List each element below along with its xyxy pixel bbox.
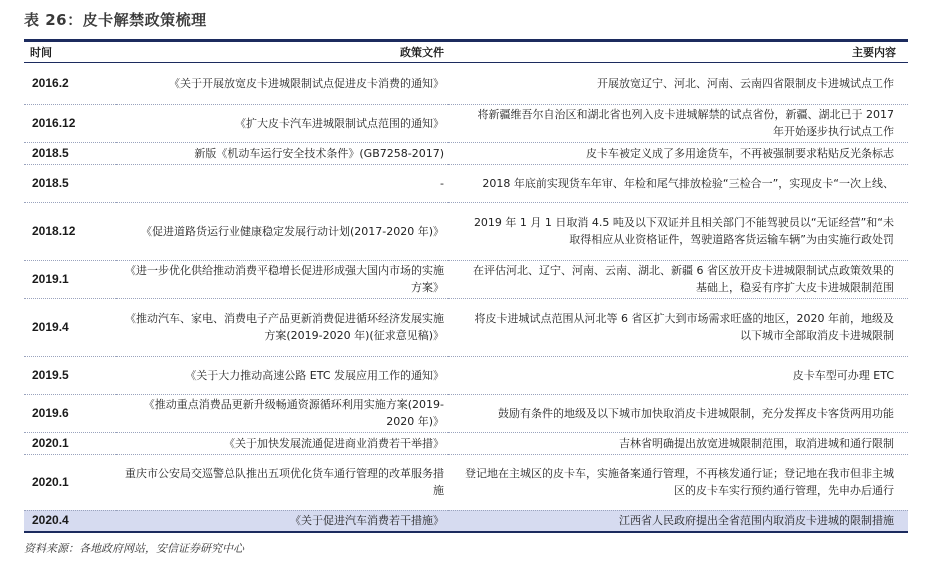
cell-doc: 《推动重点消费品更新升级畅通资源循环利用实施方案(2019-2020 年)》 (116, 394, 448, 432)
table-header-row (24, 42, 908, 62)
cell-time: 2016.2 (24, 62, 116, 104)
table-row-highlighted (24, 510, 908, 532)
table-row (24, 164, 908, 202)
table-row (24, 298, 908, 356)
cell-content: 将皮卡进城试点范围从河北等 6 省区扩大到市场需求旺盛的地区，2020 年前，地级及以下城市全部取消皮卡进城限制 (448, 298, 908, 356)
table-row (24, 104, 908, 142)
cell-content: 皮卡车型可办理 ETC (448, 356, 908, 394)
cell-time: 2019.5 (24, 356, 116, 394)
table-row (24, 62, 908, 104)
cell-doc: 《扩大皮卡汽车进城限制试点范围的通知》 (116, 104, 448, 142)
header-content: 主要内容 (448, 42, 908, 62)
cell-content: 在评估河北、辽宁、河南、云南、湖北、新疆 6 省区放开皮卡进城限制试点政策效果的基础上，稳妥有序扩大皮卡进城限制范围 (448, 260, 908, 298)
table-row (24, 454, 908, 510)
table-title: 表 26：皮卡解禁政策梳理 (24, 11, 207, 29)
table-row (24, 202, 908, 260)
cell-doc: - (116, 164, 448, 202)
cell-time: 2018.5 (24, 164, 116, 202)
cell-time: 2019.4 (24, 298, 116, 356)
cell-doc: 《进一步优化供给推动消费平稳增长促进形成强大国内市场的实施方案》 (116, 260, 448, 298)
cell-content: 开展放宽辽宁、河北、河南、云南四省限制皮卡进城试点工作 (448, 62, 908, 104)
policy-table (24, 42, 908, 533)
source-note: 资料来源：各地政府网站，安信证券研究中心 (24, 542, 244, 555)
cell-content: 鼓励有条件的地级及以下城市加快取消皮卡进城限制，充分发挥皮卡客货两用功能 (448, 394, 908, 432)
table-row (24, 260, 908, 298)
cell-time: 2018.12 (24, 202, 116, 260)
table-row (24, 394, 908, 432)
cell-doc: 《关于促进汽车消费若干措施》 (116, 510, 448, 532)
cell-time: 2019.6 (24, 394, 116, 432)
cell-content: 2019 年 1 月 1 日取消 4.5 吨及以下双证并且相关部门不能驾驶员以“无证经营”和“未取得相应从业资格证件，驾驶道路客货运输车辆”为由实施行政处罚 (448, 202, 908, 260)
cell-doc: 《关于开展放宽皮卡进城限制试点促进皮卡消费的通知》 (116, 62, 448, 104)
cell-content: 将新疆维吾尔自治区和湖北省也列入皮卡进城解禁的试点省份，新疆、湖北已于 2017 年开始逐步执行试点工作 (448, 104, 908, 142)
cell-content: 皮卡车被定义成了多用途货车，不再被强制要求粘贴反光条标志 (448, 142, 908, 164)
header-doc: 政策文件 (116, 42, 448, 62)
cell-time: 2019.1 (24, 260, 116, 298)
cell-content: 江西省人民政府提出全省范围内取消皮卡进城的限制措施 (448, 510, 908, 532)
cell-content: 2018 年底前实现货车年审、年检和尾气排放检验“三检合一”，实现皮卡“一次上线、 (448, 164, 908, 202)
table-row (24, 356, 908, 394)
cell-time: 2018.5 (24, 142, 116, 164)
cell-doc: 《关于加快发展流通促进商业消费若干举措》 (116, 432, 448, 454)
cell-content: 登记地在主城区的皮卡车，实施备案通行管理，不再核发通行证；登记地在我市但非主城区的皮卡车实行预约通行管理，先申办后通行 (448, 454, 908, 510)
header-time: 时间 (24, 42, 116, 62)
cell-time: 2016.12 (24, 104, 116, 142)
cell-doc: 《关于大力推动高速公路 ETC 发展应用工作的通知》 (116, 356, 448, 394)
cell-content: 吉林省明确提出放宽进城限制范围，取消进城和通行限制 (448, 432, 908, 454)
cell-doc: 重庆市公安局交巡警总队推出五项优化货车通行管理的改革服务措施 (116, 454, 448, 510)
cell-time: 2020.4 (24, 510, 116, 532)
cell-time: 2020.1 (24, 432, 116, 454)
cell-doc: 《促进道路货运行业健康稳定发展行动计划(2017-2020 年)》 (116, 202, 448, 260)
cell-doc: 《推动汽车、家电、消费电子产品更新消费促进循环经济发展实施方案(2019-2020 年)(征求意见稿)》 (116, 298, 448, 356)
cell-time: 2020.1 (24, 454, 116, 510)
cell-doc: 新版《机动车运行安全技术条件》(GB7258-2017) (116, 142, 448, 164)
table-row (24, 432, 908, 454)
table-row (24, 142, 908, 164)
